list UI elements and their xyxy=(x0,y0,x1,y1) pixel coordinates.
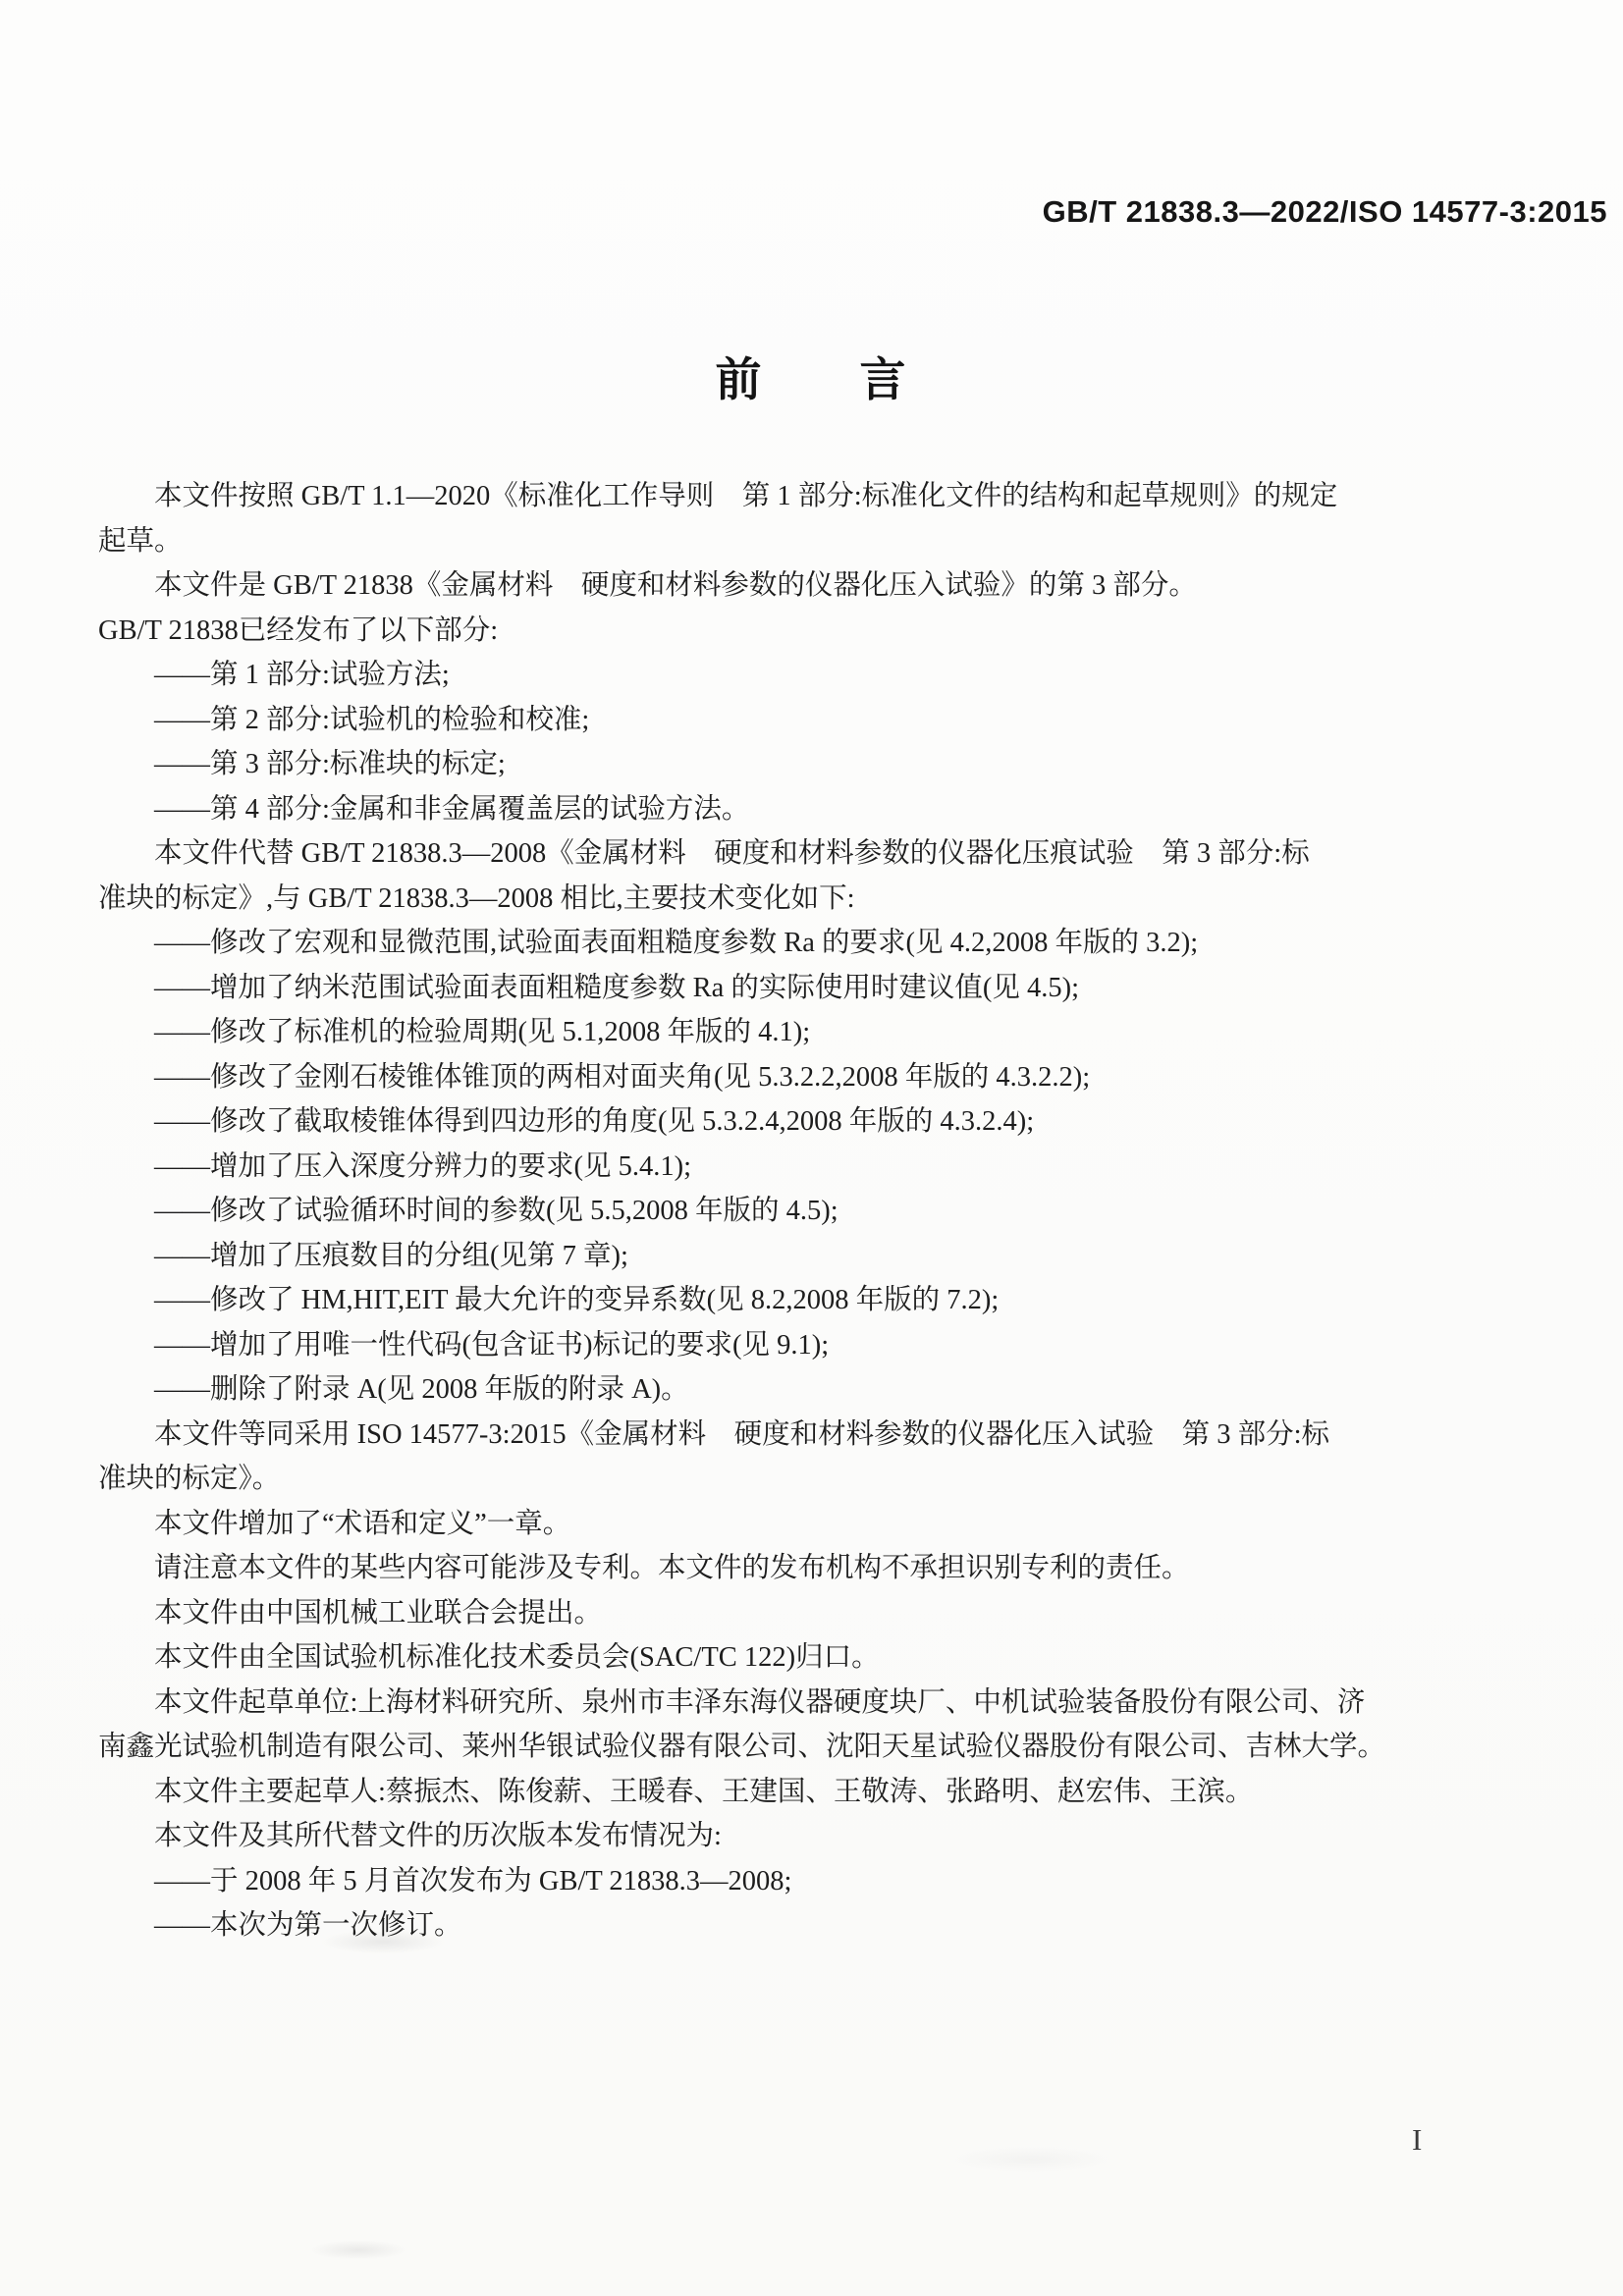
text-line: ——修改了截取棱锥体得到四边形的角度(见 5.3.2.4,2008 年版的 4.3.2.4); xyxy=(154,1106,1035,1137)
text-line: 本文件按照 GB/T 1.1—2020《标准化工作导则 第 1 部分:标准化文件的结构和起草规则》的规定 xyxy=(154,481,1338,511)
page-title: 前 言 xyxy=(715,353,908,405)
text-line: GB/T 21838已经发布了以下部分: xyxy=(98,614,499,646)
text-line: ——修改了标准机的检验周期(见 5.1,2008 年版的 4.1); xyxy=(154,1017,811,1047)
text-line: 本文件代替 GB/T 21838.3—2008《金属材料 硬度和材料参数的仪器化压痕试验 第 3 部分:标 xyxy=(154,838,1310,869)
text-line: ——修改了宏观和显微范围,试验面表面粗糙度参数 Ra 的要求(见 4.2,2008 年版的 3.2); xyxy=(154,928,1199,958)
text-line: 准块的标定》。 xyxy=(98,1464,281,1494)
foreword-body xyxy=(98,474,1530,1949)
page-number: I xyxy=(1412,2122,1423,2157)
doc-number: GB/T 21838.3—2022/ISO 14577-3:2015 xyxy=(1042,194,1607,229)
text-line: 本文件由中国机械工业联合会提出。 xyxy=(154,1597,603,1629)
text-line: 南鑫光试验机制造有限公司、莱州华银试验仪器有限公司、沈阳天星试验仪器股份有限公司、吉林大学。 xyxy=(98,1732,1386,1762)
text-line: ——增加了纳米范围试验面表面粗糙度参数 Ra 的实际使用时建议值(见 4.5); xyxy=(154,972,1080,1003)
text-line: 本文件是 GB/T 21838《金属材料 硬度和材料参数的仪器化压入试验》的第 3 部分。 xyxy=(154,570,1197,601)
text-line: ——增加了压入深度分辨力的要求(见 5.4.1); xyxy=(154,1150,692,1182)
text-line: ——修改了试验循环时间的参数(见 5.5,2008 年版的 4.5); xyxy=(154,1196,839,1226)
text-line: 本文件增加了“术语和定义”一章。 xyxy=(154,1508,571,1539)
text-line: ——本次为第一次修订。 xyxy=(154,1910,462,1941)
text-line: ——修改了金刚石棱锥体锥顶的两相对面夹角(见 5.3.2.2,2008 年版的 4.3.2.2); xyxy=(154,1061,1091,1093)
text-line: 请注意本文件的某些内容可能涉及专利。本文件的发布机构不承担识别专利的责任。 xyxy=(154,1553,1190,1583)
text-line: ——第 2 部分:试验机的检验和校准; xyxy=(154,704,590,735)
text-line: ——第 3 部分:标准块的标定; xyxy=(154,749,506,779)
text-line: ——第 4 部分:金属和非金属覆盖层的试验方法。 xyxy=(154,793,750,825)
text-line: 本文件由全国试验机标准化技术委员会(SAC/TC 122)归口。 xyxy=(154,1642,880,1673)
text-line: 准块的标定》,与 GB/T 21838.3—2008 相比,主要技术变化如下: xyxy=(98,882,855,914)
text-line: 本文件起草单位:上海材料研究所、泉州市丰泽东海仪器硬度块厂、中机试验装备股份有限公司、济 xyxy=(154,1686,1366,1718)
text-line: 起草。 xyxy=(98,525,183,557)
text-line: ——修改了 HM,HIT,EIT 最大允许的变异系数(见 8.2,2008 年版的 7.2); xyxy=(154,1285,1000,1315)
text-line: ——于 2008 年 5 月首次发布为 GB/T 21838.3—2008; xyxy=(154,1865,792,1896)
text-line: ——增加了用唯一性代码(包含证书)标记的要求(见 9.1); xyxy=(154,1329,830,1361)
text-line: 本文件及其所代替文件的历次版本发布情况为: xyxy=(154,1821,722,1851)
text-line: 本文件主要起草人:蔡振杰、陈俊薪、王暖春、王建国、王敬涛、张路明、赵宏伟、王滨。 xyxy=(154,1776,1254,1807)
text-line: ——第 1 部分:试验方法; xyxy=(154,660,450,690)
text-line: ——增加了压痕数目的分组(见第 7 章); xyxy=(154,1240,628,1271)
text-line: ——删除了附录 A(见 2008 年版的附录 A)。 xyxy=(154,1374,689,1405)
text-line: 本文件等同采用 ISO 14577-3:2015《金属材料 硬度和材料参数的仪器化压入试验 第 3 部分:标 xyxy=(154,1418,1330,1450)
